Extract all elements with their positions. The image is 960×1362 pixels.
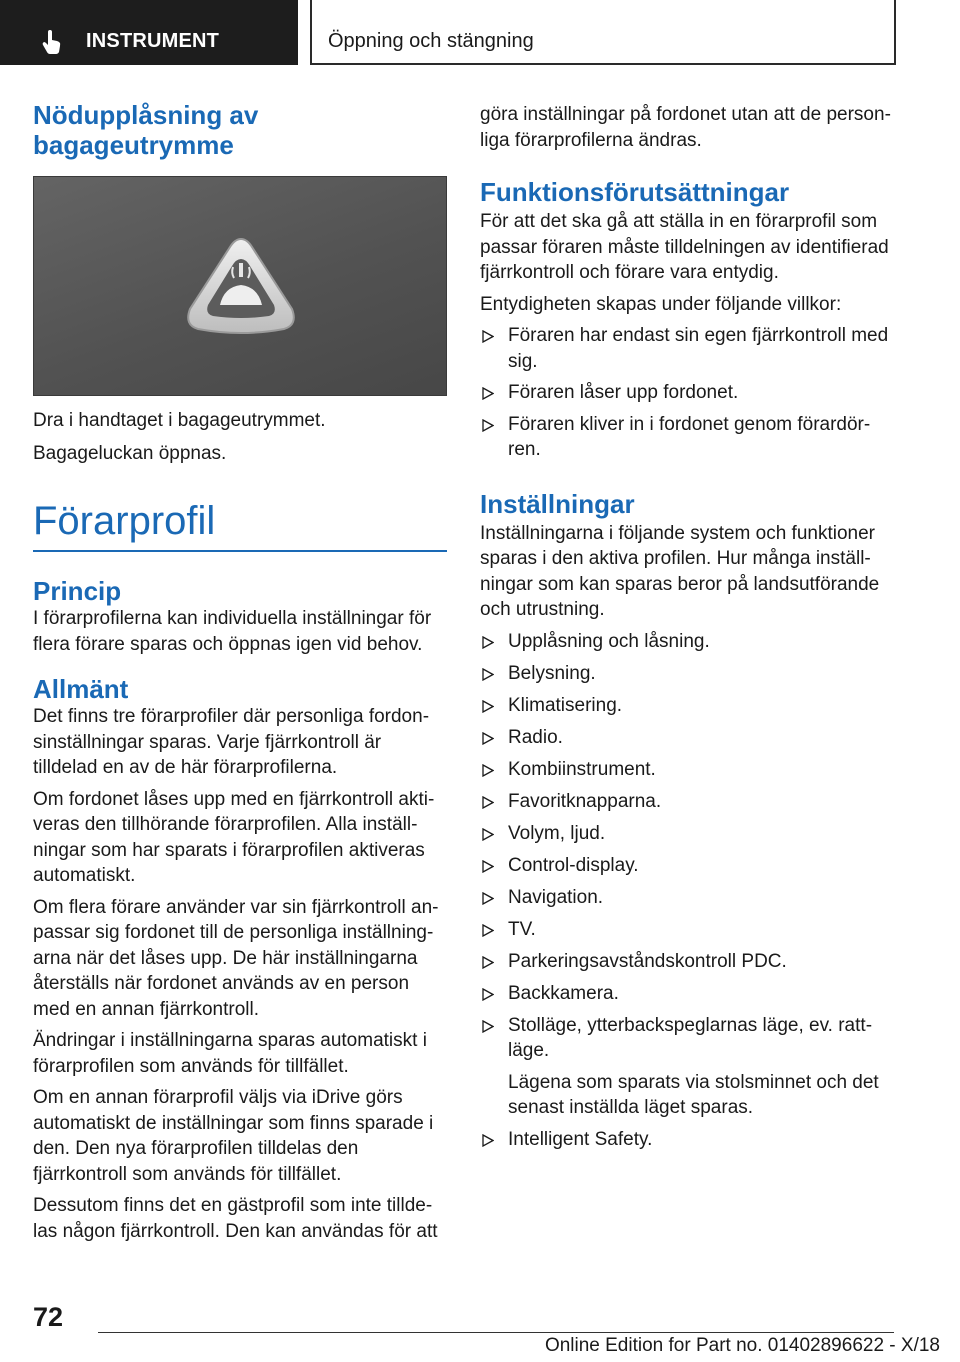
settings-list bbox=[480, 629, 892, 1064]
list-item: Control-display. bbox=[480, 853, 892, 879]
text-general-1: Det finns tre förarprofiler där personliga fordonsinställningar sparas. Varje fjärrkontroll är tilldelad en av de här förarprofilerna. bbox=[33, 706, 430, 778]
list-item: Kombiinstrument. bbox=[480, 757, 892, 783]
heading-settings: Inställningar bbox=[480, 488, 635, 519]
triangle-bullet-icon bbox=[482, 636, 494, 649]
heading-principle: Princip bbox=[33, 576, 122, 606]
settings-list-tail bbox=[480, 1127, 892, 1153]
text-general-3: Om flera förare använder var sin fjärrkontroll anpassar sig fordonet till de personliga inställningarna när det låses upp. De här inställningarna återställs när fordonet används av en person med en annan fjärrkontroll. bbox=[33, 896, 439, 1020]
text-conditions-intro: Entydigheten skapas under följande villkor: bbox=[480, 293, 842, 315]
heading-rule bbox=[33, 550, 447, 552]
triangle-bullet-icon bbox=[482, 1020, 494, 1033]
list-item: Stolläge, ytterbackspeglarnas läge, ev. rattläge. bbox=[480, 1013, 892, 1064]
left-column bbox=[33, 100, 447, 1244]
list-item: Föraren kliver in i fordonet genom förardörren. bbox=[480, 412, 892, 463]
list-item: Backkamera. bbox=[480, 981, 892, 1007]
triangle-bullet-icon bbox=[482, 387, 494, 400]
footer-rule bbox=[98, 1332, 894, 1333]
text-general-5: Om en annan förarprofil väljs via iDrive görs automatiskt de inställningar som finns sparade i den. Den nya förarprofilen tilldelas den fjärrkontroll som används för tillfället. bbox=[33, 1087, 434, 1185]
list-item: Belysning. bbox=[480, 661, 892, 687]
list-item: Intelligent Safety. bbox=[480, 1127, 892, 1153]
list-item: Föraren låser upp fordonet. bbox=[480, 380, 892, 406]
triangle-bullet-icon bbox=[482, 892, 494, 905]
list-item: Klimatisering. bbox=[480, 693, 892, 719]
triangle-bullet-icon bbox=[482, 419, 494, 432]
triangle-bullet-icon bbox=[482, 764, 494, 777]
heading-general: Allmänt bbox=[33, 674, 129, 704]
header-section-tab bbox=[0, 0, 298, 65]
header-chapter-box bbox=[310, 0, 896, 65]
triangle-bullet-icon bbox=[482, 700, 494, 713]
trunk-release-handle-icon bbox=[34, 177, 448, 397]
triangle-bullet-icon bbox=[482, 732, 494, 745]
trunk-handle-photo bbox=[33, 176, 447, 396]
text-pull-handle: Dra i handtaget i bagageutrymmet. bbox=[33, 410, 326, 431]
footer-edition: Online Edition for Part no. 01402896622 - X/18 bbox=[544, 1335, 940, 1356]
triangle-bullet-icon bbox=[482, 796, 494, 809]
triangle-bullet-icon bbox=[482, 924, 494, 937]
hand-pointer-icon bbox=[42, 30, 62, 54]
header-chapter-title: Öppning och stängning bbox=[328, 30, 534, 52]
text-continued: göra inställningar på fordonet utan att de personliga förarprofilerna ändras. bbox=[480, 104, 891, 151]
list-item: Volym, ljud. bbox=[480, 821, 892, 847]
text-settings-intro: Inställningarna i följande system och funktioner sparas i den aktiva profilen. Hur många inställningar som kan sparas beror på landsutförande och utrustning. bbox=[480, 522, 880, 620]
triangle-bullet-icon bbox=[482, 828, 494, 841]
triangle-bullet-icon bbox=[482, 988, 494, 1001]
list-item: Radio. bbox=[480, 725, 892, 751]
list-item: Upplåsning och låsning. bbox=[480, 629, 892, 655]
list-item: Parkeringsavståndskontroll PDC. bbox=[480, 949, 892, 975]
list-item: TV. bbox=[480, 917, 892, 943]
heading-driver-profile: Förarprofil bbox=[33, 499, 216, 543]
triangle-bullet-icon bbox=[482, 330, 494, 343]
text-trunk-opens: Bagageluckan öppnas. bbox=[33, 442, 227, 464]
triangle-bullet-icon bbox=[482, 860, 494, 873]
text-seat-memory-note: Lägena som sparats via stolsminnet och det senast inställda läget sparas. bbox=[508, 1071, 879, 1118]
text-principle: I förarprofilerna kan individuella inställningar för flera förare sparas och öppnas igen vid behov. bbox=[33, 608, 432, 655]
conditions-list bbox=[480, 323, 892, 463]
page-number: 72 bbox=[33, 1302, 64, 1332]
text-prerequisites: För att det ska gå att ställa in en förarprofil som passar föraren måste tilldelningen av identifierad fjärrkontroll och förare vara entydig. bbox=[480, 211, 889, 283]
triangle-bullet-icon bbox=[482, 668, 494, 681]
text-general-2: Om fordonet låses upp med en fjärrkontroll aktiveras den tillhörande förarprofilen. Alla inställningar som har sparats i förarprofilen aktiveras automatiskt. bbox=[33, 788, 435, 886]
heading-prerequisites: Funktionsförutsättningar bbox=[480, 177, 790, 207]
text-general-4: Ändringar i inställningarna sparas automatiskt i förarprofilen som används för tillfället. bbox=[33, 1030, 427, 1077]
list-item: Föraren har endast sin egen fjärrkontroll med sig. bbox=[480, 323, 892, 374]
list-item: Favoritknapparna. bbox=[480, 789, 892, 815]
triangle-bullet-icon bbox=[482, 1134, 494, 1147]
heading-trunk-release: Nödupplåsning av bagageutrymme bbox=[33, 100, 259, 160]
header-section-title: INSTRUMENT bbox=[86, 30, 220, 52]
right-column bbox=[480, 100, 892, 1152]
text-general-6: Dessutom finns det en gästprofil som inte tilldelas någon fjärrkontroll. Den kan användas för att bbox=[33, 1195, 438, 1242]
list-item: Navigation. bbox=[480, 885, 892, 911]
triangle-bullet-icon bbox=[482, 956, 494, 969]
